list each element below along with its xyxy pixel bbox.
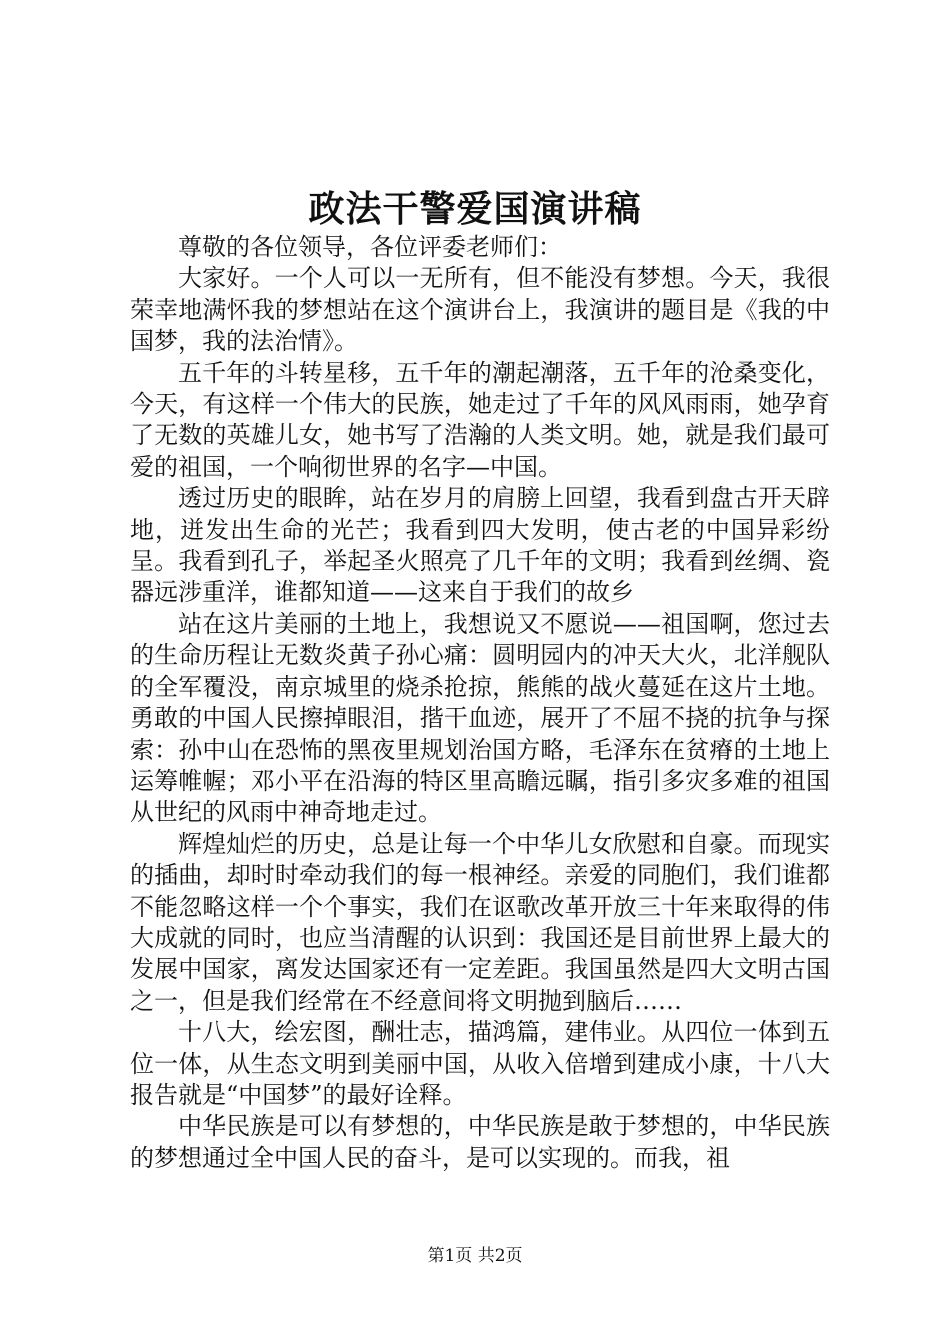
paragraph: 站在这片美丽的土地上，我想说又不愿说——祖国啊，您过去的生命历程让无数炎黄子孙心痛：圆明园内的冲天大火，北洋舰队的全军覆没，南京城里的烧杀抢掠，熊熊的战火蔓延在这片土地。勇敢的中国人民擦掉眼泪，揩干血迹，展开了不屈不挠的抗争与探索：孙中山在恐怖的黑夜里规划治国方略，毛泽东在贫瘠的土地上运筹帷幄；邓小平在沿海的特区里高瞻远瞩，指引多灾多难的祖国从世纪的风雨中神奇地走过。 xyxy=(130,609,830,827)
paragraph: 中华民族是可以有梦想的，中华民族是敢于梦想的，中华民族的梦想通过全中国人民的奋斗，是可以实现的。而我，祖 xyxy=(130,1112,830,1172)
paragraph: 透过历史的眼眸，站在岁月的肩膀上回望，我看到盘古开天辟地，迸发出生命的光芒；我看到四大发明，使古老的中国异彩纷呈。我看到孔子，举起圣火照亮了几千年的文明；我看到丝绸、瓷器远涉重洋，谁都知道——这来自于我们的故乡 xyxy=(130,484,830,607)
paragraph: 五千年的斗转星移，五千年的潮起潮落，五千年的沧桑变化，今天，有这样一个伟大的民族，她走过了千年的风风雨雨，她孕育了无数的英雄儿女，她书写了浩瀚的人类文明。她，就是我们最可爱的祖国，一个响彻世界的名字—中国。 xyxy=(130,358,830,481)
paragraph: 十八大，绘宏图，酬壮志，描鸿篇，建伟业。从四位一体到五位一体，从生态文明到美丽中国，从收入倍增到建成小康，十八大报告就是“中国梦”的最好诠释。 xyxy=(130,1018,830,1109)
paragraph: 辉煌灿烂的历史，总是让每一个中华儿女欣慰和自豪。而现实的插曲，却时时牵动我们的每一根神经。亲爱的同胞们，我们谁都不能忽略这样一个个事实，我们在讴歌改革开放三十年来取得的伟大成就的同时，也应当清醒的认识到：我国还是目前世界上最大的发展中国家，离发达国家还有一定差距。我国虽然是四大文明古国之一，但是我们经常在不经意间将文明抛到脑后…… xyxy=(130,829,830,1015)
paragraph: 大家好。一个人可以一无所有，但不能没有梦想。今天，我很荣幸地满怀我的梦想站在这个演讲台上，我演讲的题目是《我的中国梦，我的法治情》。 xyxy=(130,264,830,356)
document-title: 政法干警爱国演讲稿 xyxy=(308,188,642,230)
document-body xyxy=(130,232,830,1174)
page-footer: 第1页 共2页 xyxy=(427,1246,523,1266)
paragraph-salutation: 尊敬的各位领导，各位评委老师们： xyxy=(178,233,562,261)
